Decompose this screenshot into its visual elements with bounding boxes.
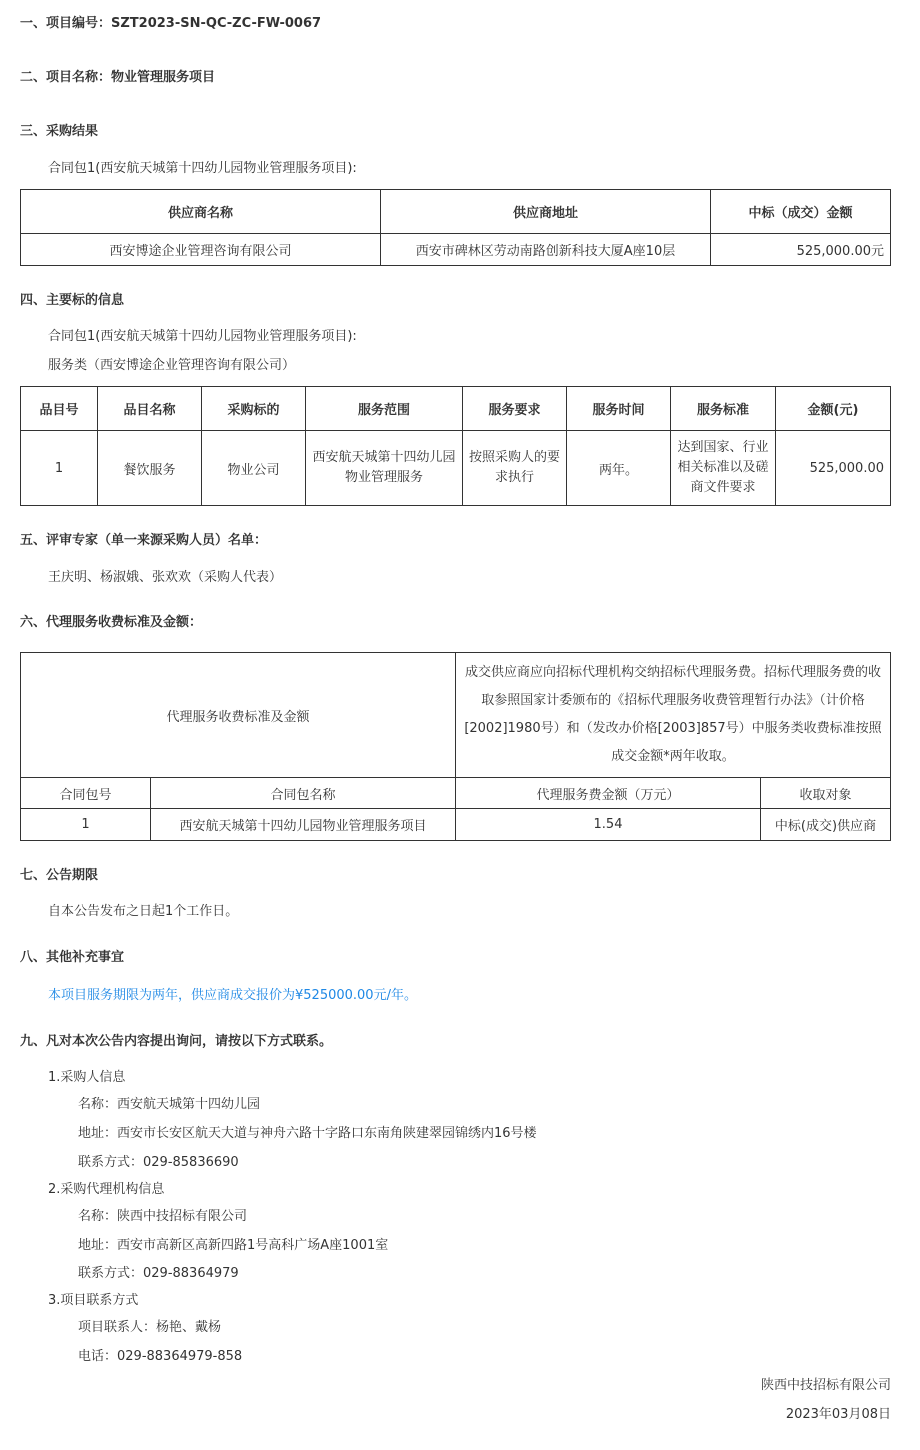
th-scope: 服务范围: [306, 387, 463, 431]
contact-phone: 电话：029-88364979-858: [78, 1349, 243, 1364]
expert-names: 王庆明、杨淑娥、张欢欢（采购人代表）: [48, 570, 283, 585]
fee-label: 代理服务收费标准及金额: [21, 653, 456, 778]
th-amount: 金额(元): [776, 387, 891, 431]
th-time: 服务时间: [567, 387, 671, 431]
section-title-subject: 四、主要标的信息: [20, 293, 125, 308]
th-item-name: 品目名称: [98, 387, 202, 431]
th-supplier-name: 供应商名称: [21, 190, 381, 234]
table-row: [21, 431, 891, 506]
fee-table-header: [21, 778, 891, 809]
subject-table: [20, 386, 891, 506]
fee-table: [20, 652, 891, 841]
cell-time: 两年。: [567, 431, 671, 506]
other-text: 本项目服务期限为两年，供应商成交报价为¥525000.00元/年。: [48, 988, 417, 1003]
cell-subject: 物业公司: [202, 431, 306, 506]
th-award-amount: 中标（成交）金额: [711, 190, 891, 234]
cell-supplier-name: 西安博途企业管理咨询有限公司: [21, 234, 381, 266]
footer-org: 陕西中技招标有限公司: [760, 1378, 891, 1393]
project-number-label: 一、项目编号：: [20, 16, 112, 31]
project-name-value: 物业管理服务项目: [111, 70, 216, 85]
buyer-phone: 联系方式：029-85836690: [78, 1155, 239, 1170]
th-item-no: 品目号: [21, 387, 98, 431]
agent-title: 2.采购代理机构信息: [48, 1182, 165, 1197]
period-text: 自本公告发布之日起1个工作日。: [48, 904, 239, 919]
section-title-result: 三、采购结果: [20, 124, 99, 139]
cell-package-name: 西安航天城第十四幼儿园物业管理服务项目: [151, 809, 456, 841]
fee-table-top-row: [21, 653, 891, 778]
table-row: [21, 234, 891, 266]
footer-date: 2023年03月08日: [785, 1407, 891, 1422]
agent-name: 名称：陕西中技招标有限公司: [78, 1209, 248, 1224]
section-title-experts: 五、评审专家（单一来源采购人员）名单：: [20, 533, 268, 548]
subject-category: 服务类（西安博途企业管理咨询有限公司）: [48, 358, 296, 373]
project-number: [20, 12, 321, 31]
fee-description: 成交供应商应向招标代理机构交纳招标代理服务费。招标代理服务费的收取参照国家计委颁布的《招标代理服务收费管理暂行办法》（计价格[2002]1980号）和（发改办价格[2003]857号）中服务类收费标准按照成交金额*两年收取。: [456, 653, 891, 778]
th-standard: 服务标准: [671, 387, 776, 431]
th-requirement: 服务要求: [463, 387, 567, 431]
section-title-period: 七、公告期限: [20, 868, 99, 883]
th-supplier-address: 供应商地址: [381, 190, 711, 234]
section-title-contact: 九、凡对本次公告内容提出询问，请按以下方式联系。: [20, 1034, 333, 1049]
result-table-header: [21, 190, 891, 234]
section-title-fee: 六、代理服务收费标准及金额：: [20, 615, 203, 630]
agent-phone: 联系方式：029-88364979: [78, 1266, 239, 1281]
cell-amount: 525,000.00: [776, 431, 891, 506]
th-package-no: 合同包号: [21, 778, 151, 809]
section-title-other: 八、其他补充事宜: [20, 950, 125, 965]
th-subject: 采购标的: [202, 387, 306, 431]
cell-requirement: 按照采购人的要求执行: [463, 431, 567, 506]
th-package-name: 合同包名称: [151, 778, 456, 809]
th-fee-target: 收取对象: [761, 778, 891, 809]
cell-supplier-address: 西安市碑林区劳动南路创新科技大厦A座10层: [381, 234, 711, 266]
cell-package-no: 1: [21, 809, 151, 841]
cell-award-amount: 525,000.00元: [711, 234, 891, 266]
contact-title: 3.项目联系方式: [48, 1293, 139, 1308]
cell-item-name: 餐饮服务: [98, 431, 202, 506]
cell-fee-amount: 1.54: [456, 809, 761, 841]
cell-scope: 西安航天城第十四幼儿园物业管理服务: [306, 431, 463, 506]
project-number-value: SZT2023-SN-QC-ZC-FW-0067: [111, 16, 322, 31]
project-name-label: 二、项目名称：: [20, 70, 112, 85]
th-fee-amount: 代理服务费金额（万元）: [456, 778, 761, 809]
agent-address: 地址：西安市高新区高新四路1号高科广场A座1001室: [78, 1238, 389, 1253]
cell-fee-target: 中标(成交)供应商: [761, 809, 891, 841]
buyer-address: 地址：西安市长安区航天大道与神舟六路十字路口东南角陕建翠园锦绣内16号楼: [78, 1126, 537, 1141]
subject-package-label: 合同包1(西安航天城第十四幼儿园物业管理服务项目):: [48, 329, 357, 344]
table-row: [21, 809, 891, 841]
buyer-title: 1.采购人信息: [48, 1070, 126, 1085]
subject-table-header: [21, 387, 891, 431]
cell-standard: 达到国家、行业相关标准以及磋商文件要求: [671, 431, 776, 506]
buyer-name: 名称：西安航天城第十四幼儿园: [78, 1097, 261, 1112]
contact-person: 项目联系人：杨艳、戴杨: [78, 1320, 222, 1335]
result-package-label: 合同包1(西安航天城第十四幼儿园物业管理服务项目):: [48, 161, 357, 176]
cell-item-no: 1: [21, 431, 98, 506]
project-name: [20, 66, 215, 85]
result-table: [20, 189, 891, 266]
